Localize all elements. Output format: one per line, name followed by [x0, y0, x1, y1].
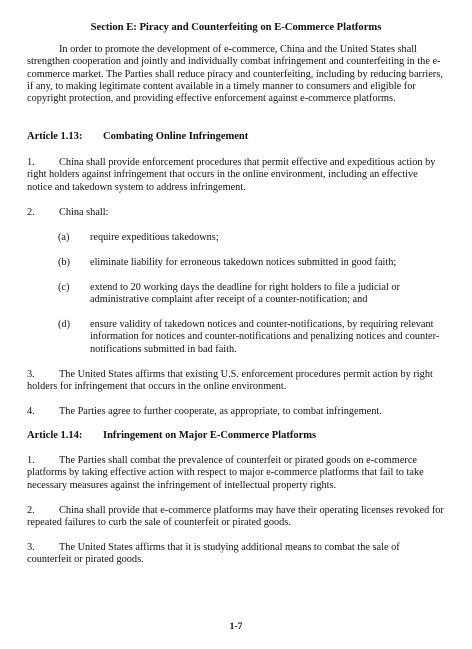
article-1-14-heading — [27, 430, 445, 442]
article-1-14-paragraph-2 — [27, 505, 445, 530]
section-title: Section E: Piracy and Counterfeiting on E-Commerce Platforms — [90, 22, 382, 33]
paragraph-text: The Parties shall combat the prevalence of counterfeit or pirated goods on e-commerce platforms by taking effective action with respect to major e-commerce platforms that fail to take necessary measures against the infringement of intellectual property rights. — [27, 455, 424, 491]
list-item-label: (b) — [58, 257, 71, 268]
paragraph-text: China shall provide that e-commerce platforms may have their operating licenses revoked for repeated failures to curb the sale of counterfeit or pirated goods. — [27, 505, 444, 529]
article-1-13-heading — [27, 131, 445, 143]
list-item-text: ensure validity of takedown notices and counter-notifications, by requiring relevant information for notices and counter-notifications and penalizing notices and counter-notifications submitted in bad faith. — [90, 319, 440, 355]
list-item-text: eliminate liability for erroneous takedown notices submitted in good faith; — [90, 257, 397, 268]
list-item-label: (a) — [58, 232, 70, 243]
article-1-13-paragraph-1 — [27, 157, 445, 194]
article-title: Infringement on Major E-Commerce Platforms — [103, 430, 317, 441]
article-title: Combating Online Infringement — [103, 131, 249, 142]
article-1-13-paragraph-2 — [27, 207, 445, 219]
paragraph-number: 4. — [27, 406, 35, 417]
article-1-13-paragraph-4 — [27, 406, 445, 418]
paragraph-number: 3. — [27, 542, 35, 553]
paragraph-text: China shall: — [59, 207, 109, 218]
page-number: 1-7 — [229, 622, 243, 632]
paragraph-text: The United States affirms that existing U.S. enforcement procedures permit action by right holders for infringement that occurs in the online environment. — [27, 369, 433, 393]
list-item-text: require expeditious takedowns; — [90, 232, 219, 243]
list-item-label: (d) — [58, 319, 71, 330]
paragraph-number: 1. — [27, 455, 35, 466]
list-item-label: (c) — [58, 282, 70, 293]
paragraph-number: 2. — [27, 505, 35, 516]
article-number: Article 1.14: — [27, 430, 83, 441]
paragraph-text: The Parties agree to further cooperate, as appropriate, to combat infringement. — [59, 406, 382, 417]
paragraph-text: The United States affirms that it is studying additional means to combat the sale of counterfeit or pirated goods. — [27, 542, 400, 566]
list-item-text: extend to 20 working days the deadline for right holders to file a judicial or administrative complaint after receipt of a counter-notification; and — [90, 282, 400, 306]
article-number: Article 1.13: — [27, 131, 83, 142]
paragraph-number: 1. — [27, 157, 35, 168]
article-1-13-paragraph-3 — [27, 369, 445, 394]
paragraph-number: 3. — [27, 369, 35, 380]
intro-paragraph: In order to promote the development of e-commerce, China and the United States shall strengthen cooperation and jointly and individually combat infringement and counterfeiting in the e-commerce market. The Parties shall reduce piracy and counterfeiting, including by reducing barriers, if any, to making legitimate content available in a timely manner to consumers and eligible for copyright protection, and providing effective enforcement against e-commerce platforms. — [27, 44, 443, 105]
paragraph-number: 2. — [27, 207, 35, 218]
paragraph-text: China shall provide enforcement procedures that permit effective and expeditious action by right holders against infringement that occurs in the online environment, including an effective notice and takedown system to address infringement. — [27, 157, 436, 193]
article-1-14-paragraph-3 — [27, 542, 445, 567]
article-1-14-paragraph-1 — [27, 455, 445, 492]
